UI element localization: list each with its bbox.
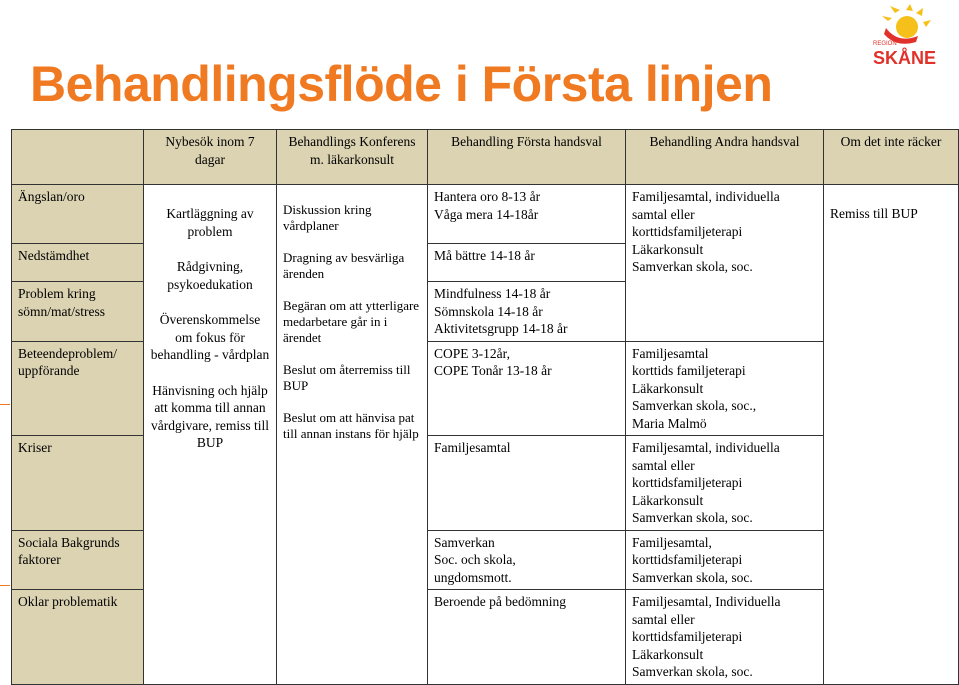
category-sociala: Sociala Bakgrunds faktorer <box>12 530 144 590</box>
nybesok-item: Kartläggning av problem <box>166 206 254 239</box>
nybesok-cell <box>144 185 277 685</box>
page-title: Behandlingsflöde i Första linjen <box>30 56 773 112</box>
category-oklar: Oklar problematik <box>12 590 144 685</box>
category-nedstamdhet: Nedstämdhet <box>12 244 144 282</box>
konferens-item: Beslut om att hänvisa pat till annan instans för hjälp <box>283 410 419 441</box>
category-beteende: Beteendeproblem/ uppförande <box>12 341 144 436</box>
andra-cell: Familjesamtal, korttidsfamiljeterapi Samverkan skola, soc. <box>626 530 824 590</box>
treatment-flow-table <box>11 129 959 685</box>
andra-cell: Familjesamtal korttids familjeterapi Läkarkonsult Samverkan skola, soc., Maria Malmö <box>626 341 824 436</box>
forsta-cell: COPE 3-12år, COPE Tonår 13-18 år <box>428 341 626 436</box>
header-andra-handsval: Behandling Andra handsval <box>626 130 824 185</box>
forsta-cell: Beroende på bedömning <box>428 590 626 685</box>
side-mark <box>0 404 10 405</box>
header-om-det-inte-racker: Om det inte räcker <box>824 130 959 185</box>
side-mark <box>0 585 10 586</box>
category-kriser: Kriser <box>12 436 144 531</box>
nybesok-item: Överenskommelse om fokus för behandling - vårdplan <box>150 312 270 362</box>
nybesok-item: Rådgivning, psykoedukation <box>167 259 253 292</box>
konferens-item: Beslut om återremiss till BUP <box>283 362 411 393</box>
konferens-item: Diskussion kring vårdplaner <box>283 202 372 233</box>
nybesok-item: Hänvisning och hjälp att komma till annan vårdgivare, remiss till BUP <box>150 382 270 450</box>
andra-cell: Familjesamtal, Individuella samtal eller korttidsfamiljeterapi Läkarkonsult Samverkan skola, soc. <box>626 590 824 685</box>
header-konferens: Behandlings Konferens m. läkarkonsult <box>277 130 428 185</box>
header-forsta-handsval: Behandling Första handsval <box>428 130 626 185</box>
forsta-cell: Samverkan Soc. och skola, ungdomsmott. <box>428 530 626 590</box>
logo-region-text: REGION <box>873 41 897 47</box>
forsta-cell: Familjesamtal <box>428 436 626 531</box>
forsta-cell: Mindfulness 14-18 år Sömnskola 14-18 år Aktivitetsgrupp 14-18 år <box>428 282 626 342</box>
category-angslan: Ängslan/oro <box>12 185 144 244</box>
logo-skane-text: SKÅNE <box>873 48 937 68</box>
konferens-item: Begäran om att ytterligare medarbetare går in i ärendet <box>283 298 420 345</box>
konferens-item: Dragning av besvärliga ärenden <box>283 250 405 281</box>
category-somn-mat-stress: Problem kring sömn/mat/stress <box>12 282 144 342</box>
andra-cell: Familjesamtal, individuella samtal eller korttidsfamiljeterapi Läkarkonsult Samverkan skola, soc. <box>626 436 824 531</box>
konferens-cell <box>277 185 428 685</box>
forsta-cell: Hantera oro 8-13 år Våga mera 14-18år <box>428 185 626 244</box>
forsta-cell: Må bättre 14-18 år <box>428 244 626 282</box>
remiss-cell: Remiss till BUP <box>824 185 959 685</box>
andra-cell: Familjesamtal, individuella samtal eller korttidsfamiljeterapi Läkarkonsult Samverkan skola, soc. <box>626 185 824 342</box>
header-corner <box>12 130 144 185</box>
header-nybesok: Nybesök inom 7 dagar <box>144 130 277 185</box>
